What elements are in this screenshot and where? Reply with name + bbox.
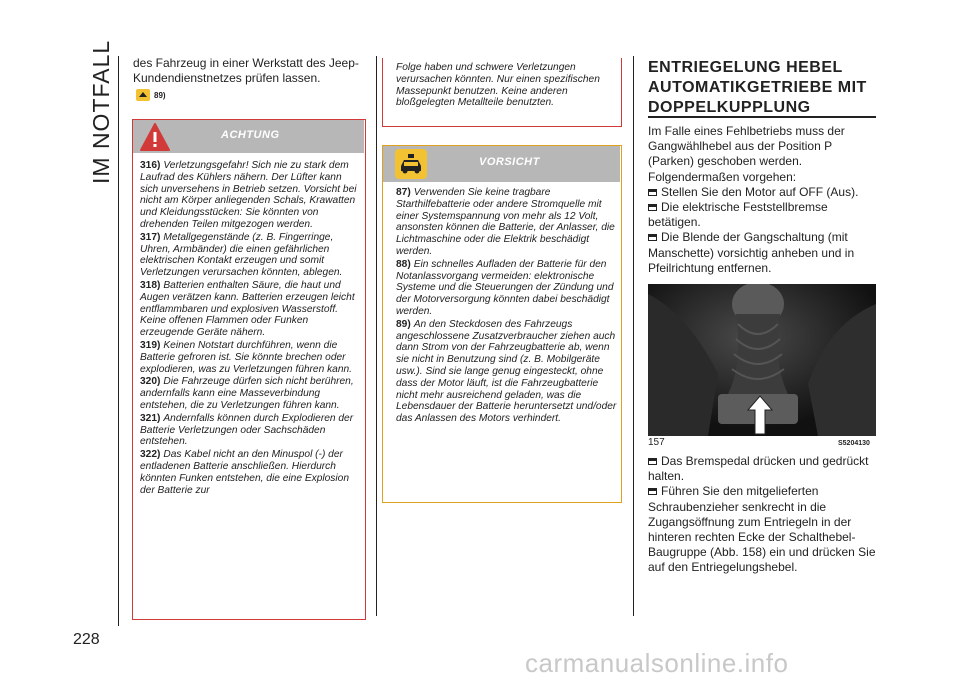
bullet-icon <box>648 189 657 196</box>
step-item: Stellen Sie den Motor auf OFF (Aus). <box>648 185 880 200</box>
caution-header <box>383 146 620 182</box>
bullet-icon <box>648 488 657 495</box>
step-item: Die Blende der Gangschaltung (mit Manschette) vorsichtig anheben und in Pfeilrichtung entfernen. <box>648 230 855 275</box>
warning-note: 317) Metallgegenstände (z. B. Fingerringe, Uhren, Armbänder) die einen gefährlichen elektrischen Kontakt erzeugen und somit Verletzungen verursachen könnten, ablegen. <box>140 231 343 279</box>
step-item: Die elektrische Feststellbremse betätigen. <box>648 200 828 230</box>
warning-notes <box>140 160 360 497</box>
caution-note: 89) An den Steckdosen des Fahrzeugs angeschlossene Zusatzverbraucher ziehen auch dann Strom von der Fahrzeugbatterie ab, wenn sie nicht in Benutzung sind (z. B. Mobilgeräte usw.). Sind sie lange genug eingesteckt, ohne dass der Motor läuft, ist die Fahrzeugbatterie nicht mehr ausreichend geladen, was die Lebensdauer der Batterie heruntersetzt und/oder das Anlassen des Motors verhindert. <box>396 318 617 425</box>
figure-code: S5204130 <box>838 440 870 447</box>
bullet-icon <box>648 458 657 465</box>
caution-note: 87) Verwenden Sie keine tragbare Starthilfebatterie oder andere Stromquelle mit einer Systemspannung von mehr als 12 Volt, ansonsten können die Batterie, der Anlasser, die Lichtmaschine oder die Elektrik beschädigt werden. <box>396 187 615 257</box>
page-number: 228 <box>73 631 100 648</box>
intro-text: des Fahrzeug in einer Werkstatt des Jeep-Kundendienstnetzes prüfen lassen. <box>133 56 359 85</box>
step-item: Das Bremspedal drücken und gedrückt halten. <box>648 454 869 484</box>
section-heading: ENTRIEGELUNG HEBEL AUTOMATIKGETRIEBE MIT DOPPELKUPPLUNG <box>648 59 867 116</box>
warning-note: 321) Andernfalls können durch Explodieren der Batterie Verletzungen oder Sachschäden entstehen. <box>140 412 354 448</box>
warning-note: 316) Verletzungsgefahr! Sich nie zu stark dem Laufrad des Kühlers nähern. Der Lüfter kann sich unversehens in Betrieb setzen. Vorsicht bei nicht am Körper anliegenden Schals, Krawatten und Kleidungsstücken: Sie könnten von drehenden Teilen mitgezogen werden. <box>140 160 357 230</box>
chapter-tab <box>80 39 120 196</box>
figure-number: 157 <box>648 437 665 448</box>
caution-small-icon <box>136 89 150 101</box>
section-intro: Im Falle eines Fehlbetriebs muss der Gangwählhebel aus der Position P (Parken) geschoben werden. Folgendermaßen vorgehen: <box>648 124 845 184</box>
intro-reference-number: 89) <box>154 90 166 100</box>
warning-note: 319) Keinen Notstart durchführen, wenn die Batterie gefroren ist. Sie könnte brechen oder explodieren, was zu Verletzungen führen kann. <box>140 339 352 375</box>
column-divider <box>376 56 377 616</box>
warning-header <box>133 120 364 153</box>
car-hand-caution-icon <box>395 149 427 179</box>
warning-note: 322) Das Kabel nicht an den Minuspol (-) der entladenen Batterie anschließen. Hierdurch könnten Funken entstehen, die eine Explosion der Batterie zur <box>140 449 349 496</box>
gear-shift-photo <box>648 284 876 436</box>
section-body-bottom <box>648 454 880 576</box>
intro-reference <box>136 89 166 101</box>
side-divider <box>118 56 119 626</box>
column-divider <box>633 56 634 616</box>
warning-note: 318) Batterien enthalten Säure, die haut und Augen verätzen kann. Batterien erzeugen leicht entflammbaren und explosiven Wasserstoff. Keine offenen Flammen oder Funken erzeugende Geräte nähern. <box>140 279 355 339</box>
warning-title: ACHTUNG <box>221 129 280 141</box>
step-item: Führen Sie den mitgelieferten Schraubenzieher senkrecht in die Zugangsöffnung zum Entriegeln in der hinteren rechten Ecke der Schalthebel-Baugruppe (Abb. 158) ein und drücken Sie auf den Entriegelungshebel. <box>648 484 876 575</box>
watermark: carmanualsonline.info <box>525 648 789 678</box>
chapter-title: IM NOTFALL <box>88 39 114 184</box>
caution-note: 88) Ein schnelles Aufladen der Batterie für den Notanlassvorgang vermeiden: elektronische Systeme und die Steuerungen der Zündung und der Motorversorgung könnten dabei beschädigt werden. <box>396 258 614 317</box>
warning-note: 320) Die Fahrzeuge dürfen sich nicht berühren, andernfalls kann eine Masseverbindung entstehen, die zu Verletzungen führen kann. <box>140 376 354 411</box>
heading-rule <box>648 116 876 118</box>
caution-title: VORSICHT <box>479 156 540 168</box>
gear-shift-illustration <box>648 284 876 436</box>
bullet-icon <box>648 234 657 241</box>
warning-continuation: Folge haben und schwere Verletzungen verursachen könnten. Nur einen spezifischen Massepunkt benutzen. Keine anderen bloßgelegten Metallteile benutzten. <box>396 62 600 109</box>
bullet-icon <box>648 204 657 211</box>
caution-notes <box>396 187 618 426</box>
warning-triangle-icon <box>140 123 170 151</box>
section-body-top <box>648 124 880 276</box>
